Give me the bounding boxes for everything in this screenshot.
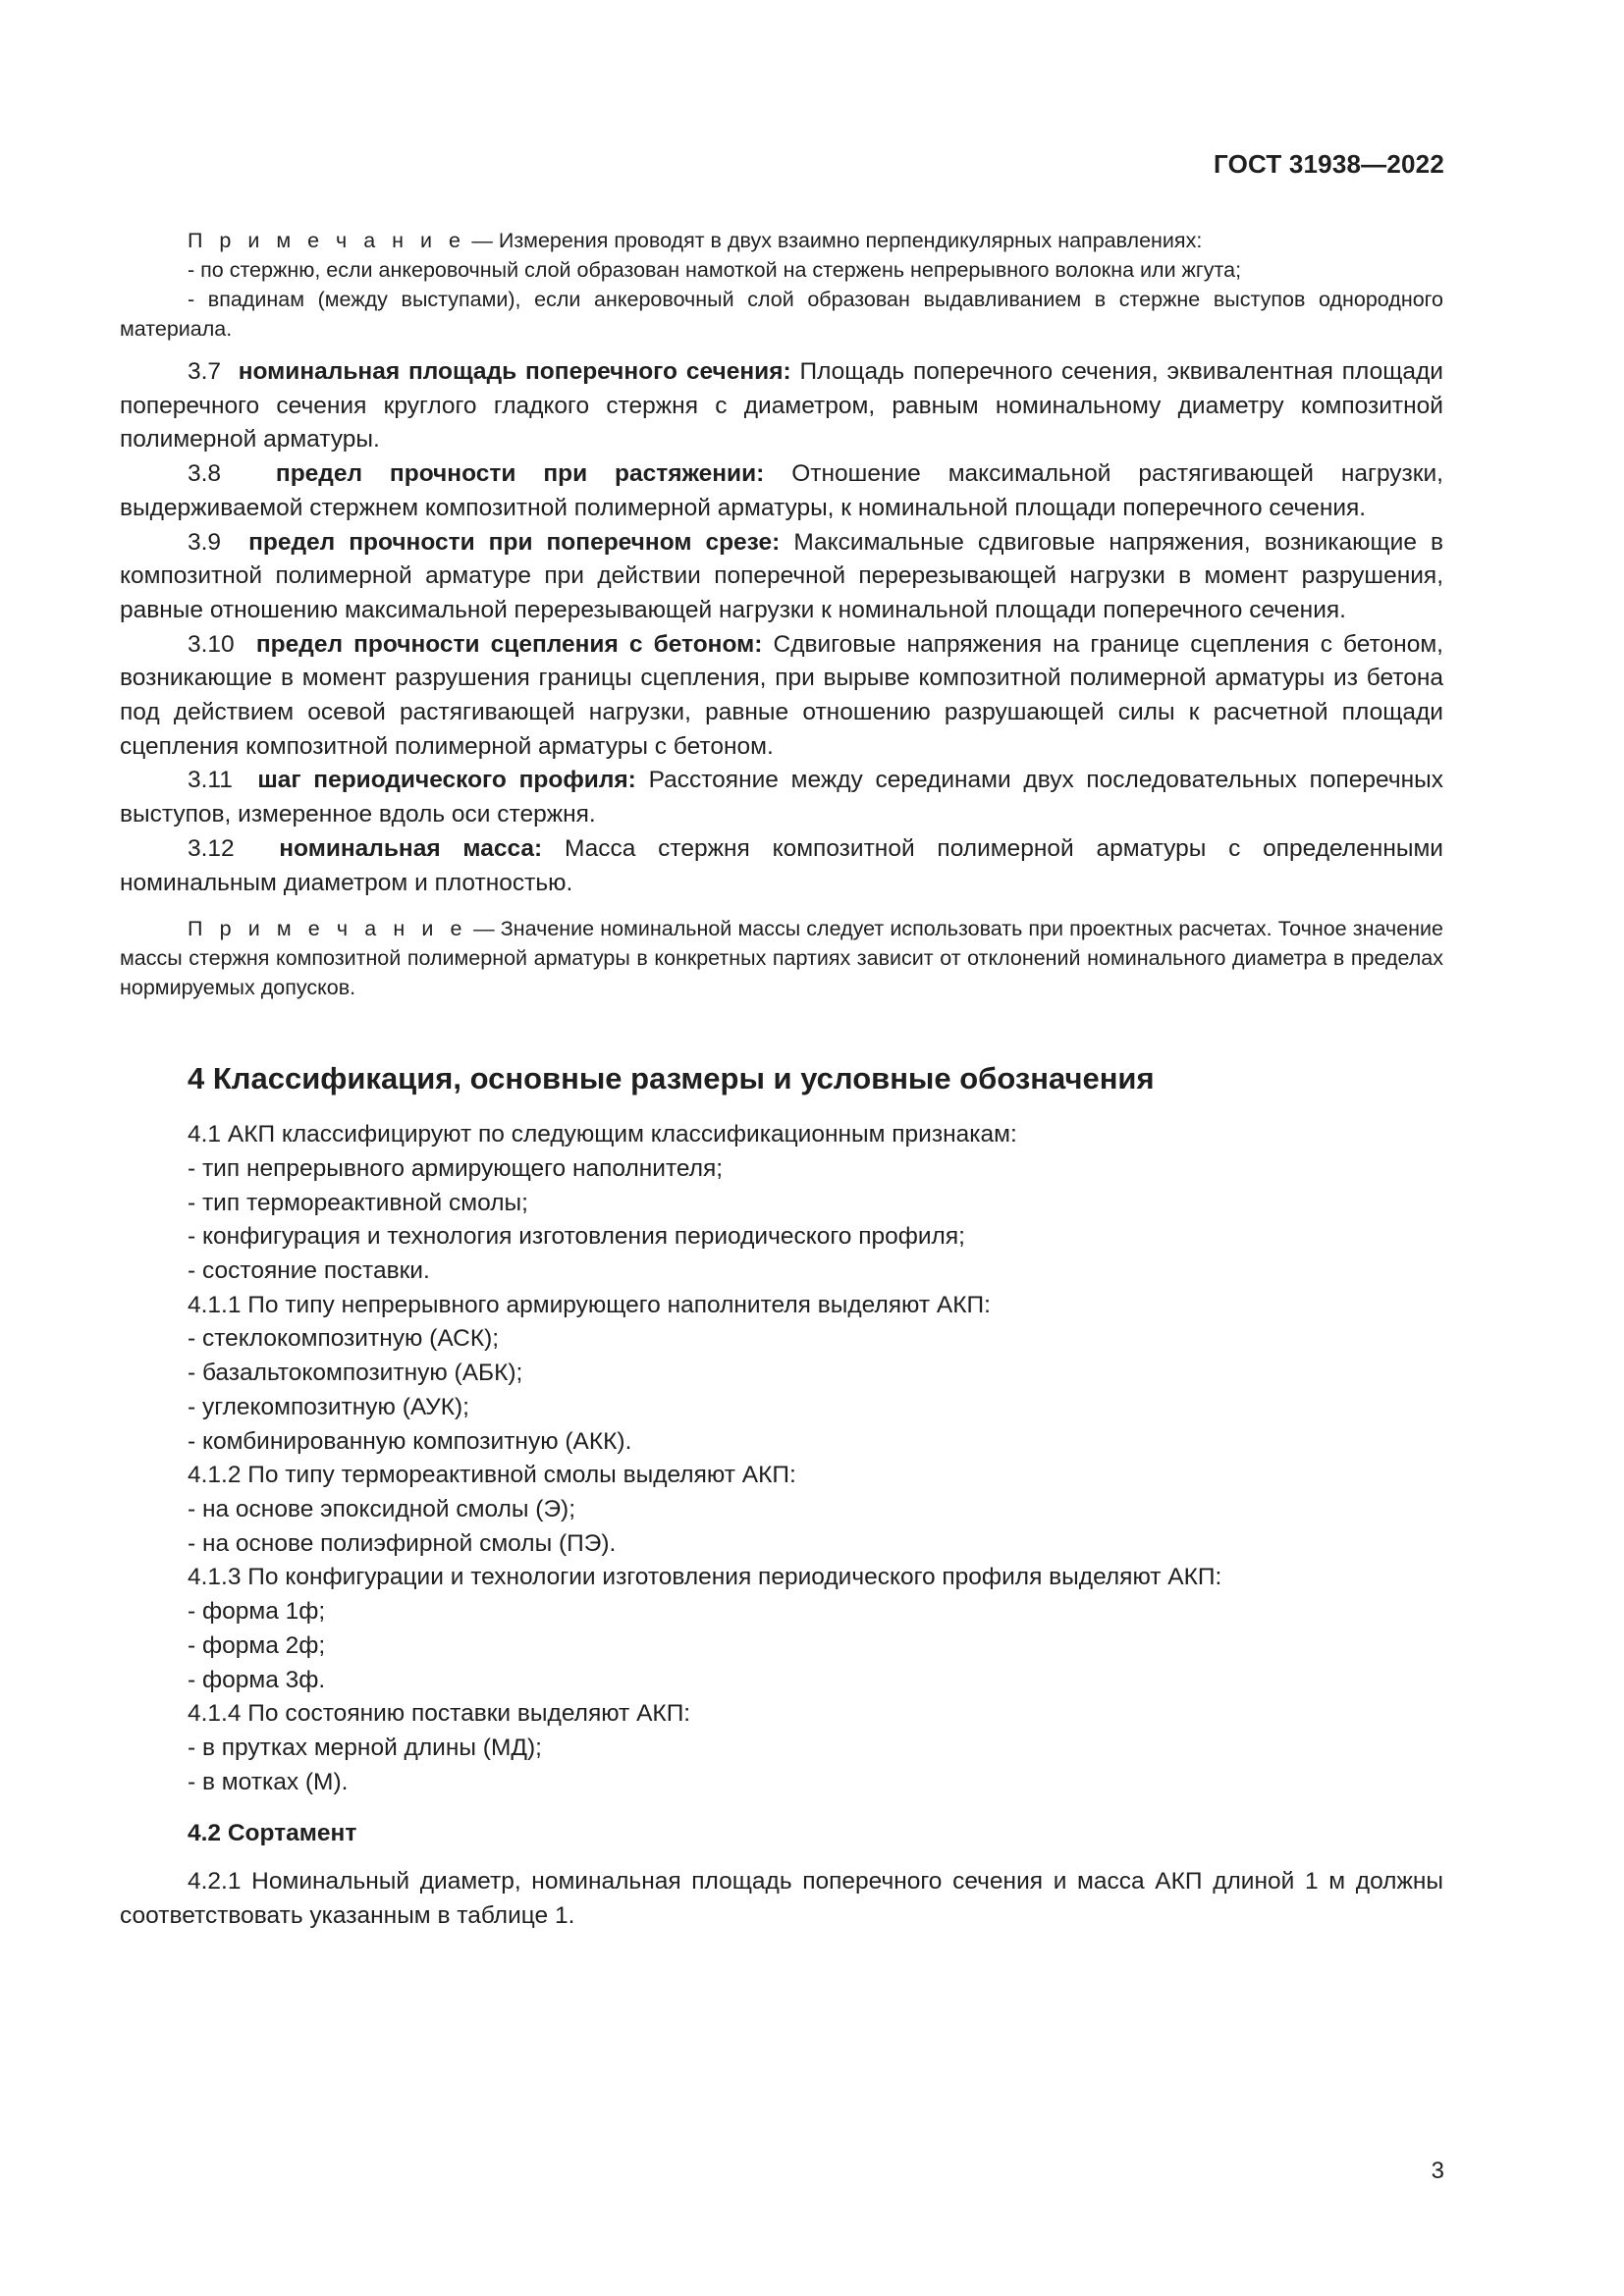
note-1-label: П р и м е ч а н и е bbox=[188, 229, 466, 252]
page-number: 3 bbox=[1431, 2158, 1444, 2184]
definition-number: 3.12 bbox=[188, 834, 235, 862]
definition-3-11 bbox=[120, 764, 1443, 831]
definition-3-7 bbox=[120, 355, 1443, 457]
section-4-line: - на основе эпоксидной смолы (Э); bbox=[188, 1495, 576, 1522]
definition-term: предел прочности при поперечном срезе: bbox=[248, 528, 781, 556]
definition-text: Масса стержня композитной полимерной арматуры с определенными номинальным диаметром и плотностью. bbox=[120, 834, 1443, 896]
section-4-line: - тип непрерывного армирующего наполнителя; bbox=[188, 1154, 724, 1182]
section-4-line: - базальтокомпозитную (АБК); bbox=[188, 1360, 523, 1387]
note-1-intro bbox=[120, 226, 1443, 255]
definition-number: 3.7 bbox=[188, 358, 222, 385]
definition-text: Расстояние между серединами двух последовательных поперечных выступов, измеренное вдоль оси стержня. bbox=[120, 767, 1443, 828]
definition-3-12 bbox=[120, 832, 1443, 900]
definition-number: 3.9 bbox=[188, 528, 222, 556]
section-4-line: - конфигурация и технология изготовления периодического профиля; bbox=[188, 1223, 965, 1251]
section-4-line: 4.1.2 По типу термореактивной смолы выделяют АКП: bbox=[188, 1462, 796, 1489]
definition-text: Отношение максимальной растягивающей нагрузки, выдерживаемой стержнем композитной полимерной арматуры, к номинальной площади поперечного сечения. bbox=[120, 460, 1443, 521]
section-4-line: - в прутках мерной длины (МД); bbox=[188, 1734, 542, 1761]
definition-term: предел прочности при растяжении: bbox=[275, 460, 765, 488]
section-4-line: - форма 3ф. bbox=[188, 1666, 326, 1693]
definition-term: предел прочности сцепления с бетоном: bbox=[255, 630, 763, 658]
definition-3-9 bbox=[120, 526, 1443, 628]
subsection-4-2-body bbox=[120, 1865, 1443, 1933]
note-block-2 bbox=[120, 914, 1443, 1002]
note-1-intro-text: — Измерения проводят в двух взаимно перпендикулярных направлениях: bbox=[465, 229, 1203, 252]
page-content bbox=[120, 226, 1443, 1933]
section-4-line: - форма 2ф; bbox=[188, 1631, 326, 1659]
section-4-line: - состояние поставки. bbox=[188, 1257, 430, 1285]
note-2-text bbox=[120, 914, 1443, 1002]
section-4-body bbox=[120, 1118, 1443, 1799]
standard-code: ГОСТ 31938—2022 bbox=[1214, 149, 1444, 179]
definition-text: Площадь поперечного сечения, эквивалентная площади поперечного сечения круглого гладкого стержня с диаметром, равным номинальному диаметру композитной полимерной арматуры. bbox=[120, 358, 1443, 454]
note-block-1 bbox=[120, 226, 1443, 344]
definition-term: шаг периодического профиля: bbox=[257, 767, 636, 794]
section-4-line: - на основе полиэфирной смолы (ПЭ). bbox=[188, 1529, 617, 1557]
note-1-item-2: - впадинам (между выступами), если анкеровочный слой образован выдавливанием в стержне выступов однородного материала. bbox=[120, 288, 1443, 341]
section-4-line: - в мотках (М). bbox=[188, 1768, 349, 1795]
section-4-line: - углекомпозитную (АУК); bbox=[188, 1393, 469, 1420]
definition-term: номинальная площадь поперечного сечения: bbox=[238, 358, 791, 385]
section-4-line: - форма 1ф; bbox=[188, 1598, 326, 1626]
definition-text: Максимальные сдвиговые напряжения, возникающие в композитной полимерной арматуре при действии поперечной перерезывающей нагрузки в момент разрушения, равные отношению максимальной перерезывающей нагрузки к номинальной площади поперечного сечения. bbox=[120, 528, 1444, 623]
definitions-block bbox=[120, 355, 1443, 900]
definition-term: номинальная масса: bbox=[279, 834, 543, 862]
paragraph-4-2-1: 4.2.1 Номинальный диаметр, номинальная площадь поперечного сечения и масса АКП длиной 1 м должны соответствовать указанным в таблице 1. bbox=[120, 1868, 1443, 1929]
definition-text: Сдвиговые напряжения на границе сцепления с бетоном, возникающие в момент разрушения границы сцепления, при вырыве композитной полимерной арматуры из бетона под действием осевой растягивающей нагрузки, равные отношению разрушающей силы к расчетной площади сцепления композитной полимерной арматуры с бетоном. bbox=[120, 630, 1443, 760]
section-4-line: - комбинированную композитную (АКК). bbox=[188, 1427, 632, 1455]
definition-number: 3.8 bbox=[188, 460, 222, 488]
section-4-line: 4.1.1 По типу непрерывного армирующего наполнителя выделяют АКП: bbox=[188, 1291, 991, 1318]
section-4-line: - тип термореактивной смолы; bbox=[188, 1189, 528, 1216]
section-4-line: 4.1 АКП классифицируют по следующим классификационным признакам: bbox=[188, 1121, 1017, 1148]
section-4-title: 4 Классификация, основные размеры и условные обозначения bbox=[188, 1061, 1155, 1096]
section-4-line: - стеклокомпозитную (АСК); bbox=[188, 1325, 500, 1353]
definition-3-10 bbox=[120, 628, 1443, 765]
subsection-4-2-title: 4.2 Сортамент bbox=[188, 1820, 357, 1847]
section-4-line: 4.1.4 По состоянию поставки выделяют АКП: bbox=[188, 1700, 691, 1728]
definition-number: 3.10 bbox=[188, 630, 235, 658]
note-2-label: П р и м е ч а н и е bbox=[188, 917, 467, 941]
definition-number: 3.11 bbox=[188, 767, 233, 794]
section-4-line: 4.1.3 По конфигурации и технологии изготовления периодического профиля выделяют АКП: bbox=[188, 1564, 1222, 1591]
note-2-body: — Значение номинальной массы следует использовать при проектных расчетах. Точное значение массы стержня композитной полимерной арматуры в конкретных партиях зависит от отклонений номинального диаметра в пределах нормируемых допусков. bbox=[120, 917, 1444, 1000]
definition-3-8 bbox=[120, 457, 1443, 525]
note-1-item-1: - по стержню, если анкеровочный слой образован намоткой на стержень непрерывного волокна или жгута; bbox=[188, 258, 1242, 282]
